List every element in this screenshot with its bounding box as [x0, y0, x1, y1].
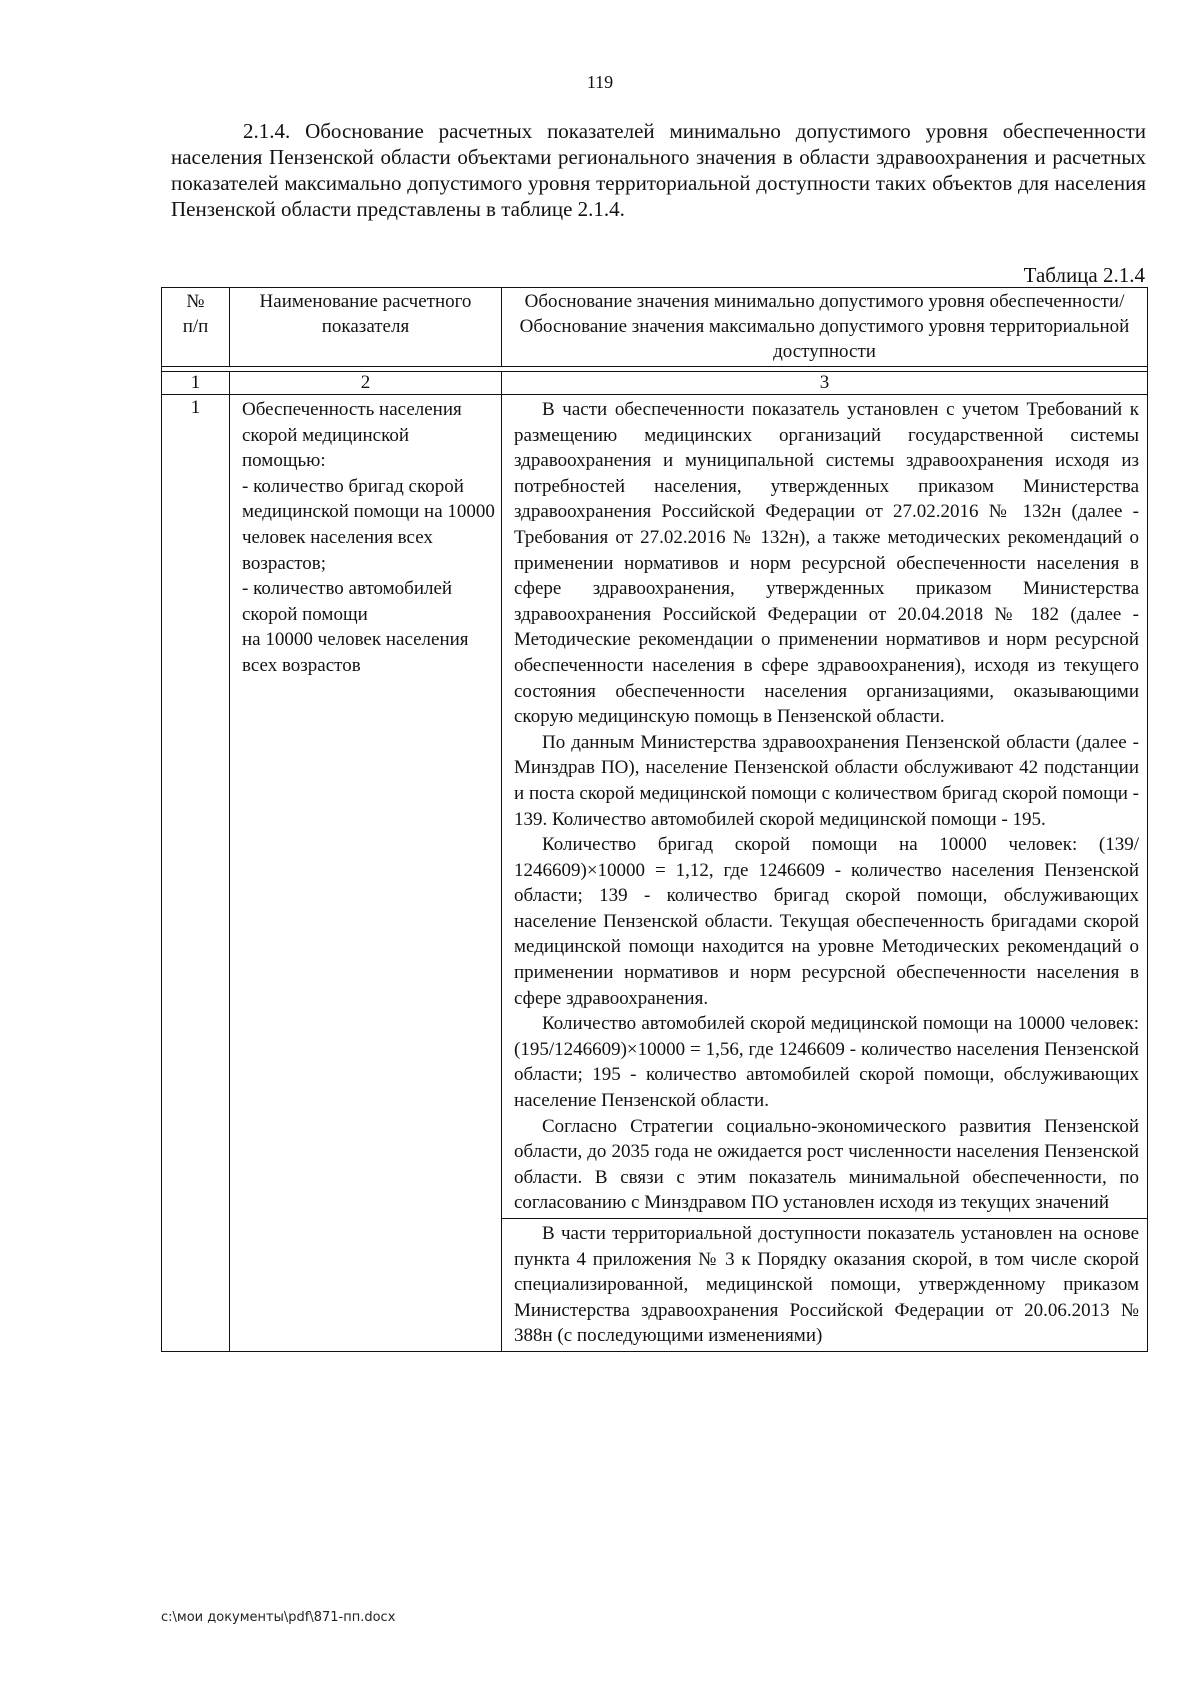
- provision-paragraph-2: По данным Министерства здравоохранения Пензенской области (далее - Минздрав ПО), население Пензенской области обслуживают 42 подстанции и поста скорой медицинской помощи с количеством бригад скорой помощи - 139. Количество автомобилей скорой медицинской помощи - 195.: [514, 731, 1139, 830]
- header-indicator-name-text: Наименование расчетного показателя: [259, 291, 472, 337]
- header-number: [162, 288, 230, 367]
- header-justification: [502, 288, 1148, 367]
- column-number-1: 1: [162, 372, 230, 395]
- provision-paragraph-4: Количество автомобилей скорой медицинской помощи на 10000 человек: (195/1246609)×10000 = 1,56, где 1246609 - количество населения Пензенской области; 195 - количество автомобилей скорой помощи, обслуживающих население Пензенской области.: [514, 1013, 1139, 1112]
- header-indicator-name: [230, 288, 502, 367]
- accessibility-paragraph: В части территориальной доступности показатель установлен на основе пункта 4 приложения № 3 к Порядку оказания скорой, в том числе скорой специализированной, медицинской помощи, утвержденному приказом Министерства здравоохранения Российской Федерации от 20.06.2013 № 388н (с последующими изменениями): [514, 1223, 1139, 1347]
- column-number-row: [162, 372, 1148, 395]
- table-header-row: [162, 288, 1148, 367]
- indicator-name: [230, 395, 502, 1352]
- file-path-footer: c:\мои документы\pdf\871-пп.docx: [161, 1610, 396, 1625]
- header-number-text: № п/п: [182, 291, 209, 337]
- indicator-name-text: Обеспеченность населения скорой медицинской помощью: - количество бригад скорой медицинской помощи на 10000 человек населения всех возрастов; - количество автомобилей скорой помощи на 10000 человек населения всех возрастов: [242, 399, 495, 676]
- table-row: [162, 395, 1148, 1219]
- header-justification-text: Обоснование значения минимально допустимого уровня обеспеченности/ Обоснование значения максимально допустимого уровня территориальной доступности: [519, 291, 1130, 362]
- page-number: 119: [586, 72, 614, 92]
- indicator-table: [161, 287, 1148, 1352]
- table-caption: Таблица 2.1.4: [1023, 263, 1145, 287]
- provision-paragraph-1: В части обеспеченности показатель установлен с учетом Требований к размещению медицинских организаций государственной системы здравоохранения и муниципальной системы здравоохранения исходя из потребностей населения, утвержденных приказом Министерства здравоохранения Российской Федерации от 27.02.2016 № 132н (далее - Требования от 27.02.2016 № 132н), а также методических рекомендаций о применении нормативов и норм ресурсной обеспеченности населения в сфере здравоохранения, утвержденных приказом Министерства здравоохранения Российской Федерации от 20.04.2018 № 182 (далее - Методические рекомендации о применении нормативов и норм ресурсной обеспеченности населения в сфере здравоохранения), исходя из текущего состояния обеспеченности населения организациями, оказывающими скорую медицинскую помощь в Пензенской области.: [514, 399, 1139, 728]
- provision-paragraph-3: Количество бригад скорой помощи на 10000 человек: (139/ 1246609)×10000 = 1,12, где 1246609 - количество населения Пензенской области; 139 - количество бригад скорой помощи, обслуживающих население Пензенской области. Текущая обеспеченность бригадами скорой медицинской помощи находится на уровне Методических рекомендаций о применении нормативов и норм ресурсной обеспеченности населения в сфере здравоохранения.: [514, 834, 1139, 1009]
- intro-paragraph: 2.1.4. Обоснование расчетных показателей минимально допустимого уровня обеспеченности населения Пензенской области объектами регионального значения в области здравоохранения и расчетных показателей максимально допустимого уровня территориальной доступности таких объектов для населения Пензенской области представлены в таблице 2.1.4.: [171, 119, 1146, 221]
- column-number-2: 2: [230, 372, 502, 395]
- provision-justification: [502, 395, 1148, 1219]
- column-number-3: 3: [502, 372, 1148, 395]
- row-number: 1: [162, 395, 230, 1352]
- provision-paragraph-5: Согласно Стратегии социально-экономического развития Пензенской области, до 2035 года не ожидается рост численности населения Пензенской области. В связи с этим показатель минимальной обеспеченности, по согласованию с Минздравом ПО установлен исходя из текущих значений: [514, 1115, 1139, 1214]
- accessibility-justification: [502, 1219, 1148, 1352]
